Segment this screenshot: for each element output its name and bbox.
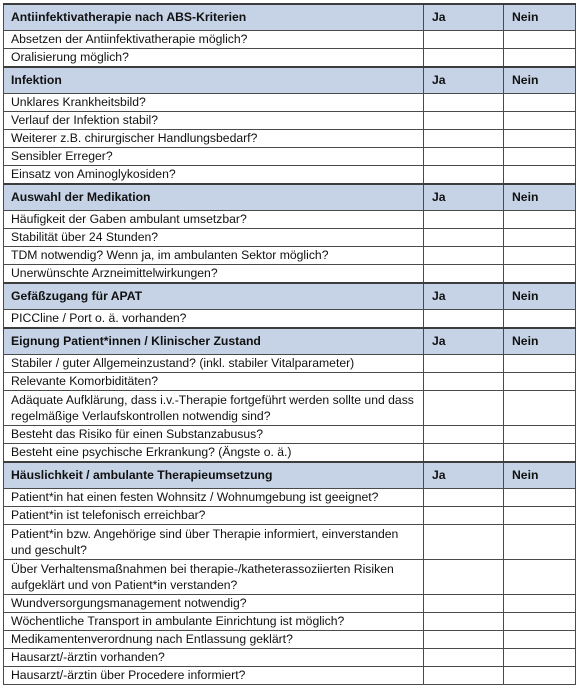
checklist-question: Patient*in bzw. Angehörige sind über Therapie informiert, einverstanden und geschult? [4, 525, 424, 560]
checklist-row [4, 507, 576, 525]
section-title: Eignung Patient*innen / Klinischer Zustand [4, 328, 424, 355]
checklist-row [4, 247, 576, 265]
no-column-header: Nein [504, 67, 576, 94]
no-answer-cell[interactable] [504, 166, 576, 185]
checklist-question: PICCline / Port o. ä. vorhanden? [4, 310, 424, 329]
yes-column-header: Ja [424, 283, 504, 310]
yes-answer-cell[interactable] [424, 247, 504, 265]
yes-answer-cell[interactable] [424, 613, 504, 631]
section-header [4, 462, 576, 489]
checklist-question: Oralisierung möglich? [4, 49, 424, 68]
checklist-row [4, 310, 576, 329]
yes-answer-cell[interactable] [424, 373, 504, 391]
checklist-row [4, 560, 576, 595]
yes-answer-cell[interactable] [424, 31, 504, 49]
yes-answer-cell[interactable] [424, 631, 504, 649]
yes-answer-cell[interactable] [424, 355, 504, 373]
checklist-question: Einsatz von Aminoglykosiden? [4, 166, 424, 185]
checklist-question: Medikamentenverordnung nach Entlassung geklärt? [4, 631, 424, 649]
no-answer-cell[interactable] [504, 373, 576, 391]
yes-answer-cell[interactable] [424, 148, 504, 166]
yes-answer-cell[interactable] [424, 229, 504, 247]
yes-column-header: Ja [424, 462, 504, 489]
yes-answer-cell[interactable] [424, 560, 504, 595]
no-answer-cell[interactable] [504, 525, 576, 560]
checklist-row [4, 355, 576, 373]
section-title: Infektion [4, 67, 424, 94]
section-header [4, 328, 576, 355]
yes-answer-cell[interactable] [424, 667, 504, 685]
apat-checklist-table [3, 3, 576, 685]
no-answer-cell[interactable] [504, 649, 576, 667]
checklist-question: Adäquate Aufklärung, dass i.v.-Therapie fortgeführt werden sollte und dass regelmäßige Verlaufskontrollen notwendig sind? [4, 391, 424, 426]
checklist-row [4, 631, 576, 649]
yes-answer-cell[interactable] [424, 525, 504, 560]
no-answer-cell[interactable] [504, 613, 576, 631]
checklist-question: Häufigkeit der Gaben ambulant umsetzbar? [4, 211, 424, 229]
yes-answer-cell[interactable] [424, 426, 504, 444]
checklist-row [4, 211, 576, 229]
no-answer-cell[interactable] [504, 426, 576, 444]
section-header [4, 4, 576, 31]
no-answer-cell[interactable] [504, 247, 576, 265]
checklist-question: TDM notwendig? Wenn ja, im ambulanten Sektor möglich? [4, 247, 424, 265]
checklist-question: Besteht eine psychische Erkrankung? (Ängste o. ä.) [4, 444, 424, 463]
yes-answer-cell[interactable] [424, 94, 504, 112]
no-answer-cell[interactable] [504, 112, 576, 130]
checklist-body [4, 4, 576, 685]
checklist-question: Wundversorgungsmanagement notwendig? [4, 595, 424, 613]
section-title: Auswahl der Medikation [4, 184, 424, 211]
checklist-row [4, 265, 576, 284]
no-answer-cell[interactable] [504, 49, 576, 68]
checklist-row [4, 49, 576, 68]
checklist-row [4, 94, 576, 112]
no-column-header: Nein [504, 4, 576, 31]
yes-answer-cell[interactable] [424, 649, 504, 667]
no-answer-cell[interactable] [504, 148, 576, 166]
yes-answer-cell[interactable] [424, 444, 504, 463]
yes-column-header: Ja [424, 328, 504, 355]
checklist-row [4, 166, 576, 185]
checklist-question: Patient*in ist telefonisch erreichbar? [4, 507, 424, 525]
section-title: Gefäßzugang für APAT [4, 283, 424, 310]
yes-answer-cell[interactable] [424, 166, 504, 185]
checklist-question: Stabilität über 24 Stunden? [4, 229, 424, 247]
checklist-question: Absetzen der Antiinfektivatherapie möglich? [4, 31, 424, 49]
checklist-question: Unerwünschte Arzneimittelwirkungen? [4, 265, 424, 284]
checklist-question: Patient*in hat einen festen Wohnsitz / Wohnumgebung ist geeignet? [4, 489, 424, 507]
checklist-row [4, 489, 576, 507]
checklist-row [4, 229, 576, 247]
checklist-row [4, 148, 576, 166]
checklist-row [4, 649, 576, 667]
no-answer-cell[interactable] [504, 667, 576, 685]
checklist-question: Stabiler / guter Allgemeinzustand? (inkl. stabiler Vitalparameter) [4, 355, 424, 373]
checklist-row [4, 391, 576, 426]
yes-answer-cell[interactable] [424, 310, 504, 329]
no-answer-cell[interactable] [504, 130, 576, 148]
no-answer-cell[interactable] [504, 211, 576, 229]
checklist-row [4, 31, 576, 49]
yes-answer-cell[interactable] [424, 211, 504, 229]
no-column-header: Nein [504, 328, 576, 355]
yes-answer-cell[interactable] [424, 265, 504, 284]
checklist-row [4, 613, 576, 631]
no-answer-cell[interactable] [504, 560, 576, 595]
section-header [4, 67, 576, 94]
checklist-question: Verlauf der Infektion stabil? [4, 112, 424, 130]
yes-answer-cell[interactable] [424, 130, 504, 148]
checklist-row [4, 373, 576, 391]
no-answer-cell[interactable] [504, 229, 576, 247]
section-title: Antiinfektivatherapie nach ABS-Kriterien [4, 4, 424, 31]
checklist-question: Weiterer z.B. chirurgischer Handlungsbedarf? [4, 130, 424, 148]
checklist-row [4, 444, 576, 463]
section-header [4, 283, 576, 310]
yes-answer-cell[interactable] [424, 595, 504, 613]
no-answer-cell[interactable] [504, 310, 576, 329]
checklist-question: Unklares Krankheitsbild? [4, 94, 424, 112]
no-answer-cell[interactable] [504, 265, 576, 284]
no-answer-cell[interactable] [504, 444, 576, 463]
no-answer-cell[interactable] [504, 391, 576, 426]
no-column-header: Nein [504, 462, 576, 489]
yes-column-header: Ja [424, 67, 504, 94]
checklist-row [4, 426, 576, 444]
checklist-row [4, 130, 576, 148]
section-header [4, 184, 576, 211]
yes-answer-cell[interactable] [424, 507, 504, 525]
checklist-question: Besteht das Risiko für einen Substanzabusus? [4, 426, 424, 444]
no-answer-cell[interactable] [504, 31, 576, 49]
no-answer-cell[interactable] [504, 631, 576, 649]
no-answer-cell[interactable] [504, 595, 576, 613]
section-title: Häuslichkeit / ambulante Therapieumsetzung [4, 462, 424, 489]
checklist-row [4, 595, 576, 613]
no-answer-cell[interactable] [504, 507, 576, 525]
checklist-question: Wöchentliche Transport in ambulante Einrichtung ist möglich? [4, 613, 424, 631]
no-answer-cell[interactable] [504, 489, 576, 507]
checklist-row [4, 525, 576, 560]
checklist-question: Relevante Komorbiditäten? [4, 373, 424, 391]
yes-answer-cell[interactable] [424, 112, 504, 130]
checklist-question: Hausarzt/-ärztin über Procedere informiert? [4, 667, 424, 685]
no-answer-cell[interactable] [504, 94, 576, 112]
no-answer-cell[interactable] [504, 355, 576, 373]
checklist-question: Hausarzt/-ärztin vorhanden? [4, 649, 424, 667]
yes-column-header: Ja [424, 184, 504, 211]
no-column-header: Nein [504, 283, 576, 310]
no-column-header: Nein [504, 184, 576, 211]
checklist-row [4, 667, 576, 685]
yes-answer-cell[interactable] [424, 391, 504, 426]
yes-column-header: Ja [424, 4, 504, 31]
checklist-row [4, 112, 576, 130]
yes-answer-cell[interactable] [424, 489, 504, 507]
checklist-question: Sensibler Erreger? [4, 148, 424, 166]
checklist-question: Über Verhaltensmaßnahmen bei therapie-/katheterassoziierten Risiken aufgeklärt und von Patient*in verstanden? [4, 560, 424, 595]
yes-answer-cell[interactable] [424, 49, 504, 68]
